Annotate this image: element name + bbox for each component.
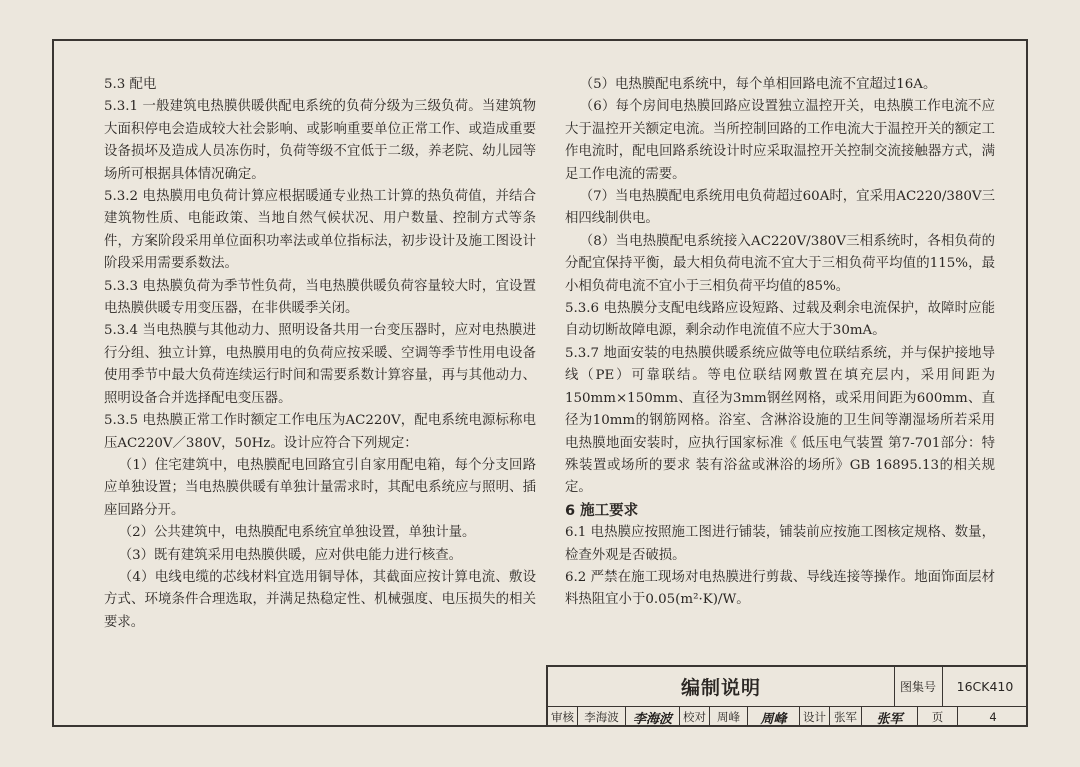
right-paragraph: （7）当电热膜配电系统用电负荷超过60A时，宜采用AC220/380V三相四线制供电。	[565, 189, 995, 227]
drawing-title: 编制说明	[548, 667, 895, 706]
design-name: 张军	[830, 707, 862, 727]
right-paragraph: 5.3.7 地面安装的电热膜供暖系统应做等电位联结系统，并与保护接地导线（PE）可靠联结。等电位联结网敷置在填充层内，采用间距为150mm×150mm、直径为3mm钢丝网格，或采用间距为600mm、直径为10mm的钢筋网格。浴室、含淋浴设施的卫生间等潮湿场所若采用电热膜地面安装时，应执行国家标准《 低压电气装置 第7-701部分：特殊装置或场所的要求 装有浴盆或淋浴的场所》GB 16895.13的相关规定。	[565, 345, 995, 496]
page-number: 4	[989, 710, 997, 724]
left-paragraph: （2）公共建筑中，电热膜配电系统宜单独设置，单独计量。	[118, 525, 476, 541]
design-label: 设计	[800, 707, 830, 727]
left-paragraph: （1）住宅建筑中，电热膜配电回路宜引自家用配电箱，每个分支回路应单独设置；当电热膜供暖有单独计量需求时，其配电系统应与照明、插座回路分开。	[104, 457, 536, 518]
check-signature: 周峰	[748, 707, 800, 727]
right-paragraph: 6.1 电热膜应按照施工图进行铺装，铺装前应按施工图核定规格、数量，检查外观是否破损。	[565, 525, 995, 563]
review-label: 审核	[548, 707, 578, 727]
right-paragraph: （8）当电热膜配电系统接入AC220V/380V三相系统时，各相负荷的分配宜保持平衡，最大相负荷电流不宜大于三相负荷平均值的115%，最小相负荷电流不宜小于三相负荷平均值的85%。	[565, 233, 995, 294]
left-paragraph: （3）既有建筑采用电热膜供暖，应对供电能力进行核查。	[118, 547, 463, 563]
review-signature: 李海波	[626, 707, 680, 727]
right-heading: 6 施工要求	[565, 502, 639, 519]
title-block-top-row	[548, 667, 1028, 707]
atlas-number-value: 16CK410	[956, 679, 1014, 694]
left-paragraph: （4）电线电缆的芯线材料宜选用铜导体，其截面应按计算电流、敷设方式、环境条件合理选取，并满足热稳定性、机械强度、电压损失的相关要求。	[104, 569, 536, 630]
left-paragraph: 5.3.1 一般建筑电热膜供暖供配电系统的负荷分级为三级负荷。当建筑物大面积停电会造成较大社会影响、或影响重要单位正常工作、或造成重要设备损坏及造成人员冻伤时，负荷等级不宜低于二级，养老院、幼儿园等场所可根据具体情况确定。	[104, 99, 536, 182]
left-column	[104, 74, 536, 634]
right-paragraph: （5）电热膜配电系统中，每个单相回路电流不宜超过16A。	[579, 77, 937, 92]
page-label: 页	[918, 707, 958, 727]
right-paragraph: 6.2 严禁在施工现场对电热膜进行剪裁、导线连接等操作。地面饰面层材料热阻宜小于0.05(m²·K)/W。	[565, 569, 995, 608]
left-paragraph: 5.3.2 电热膜用电负荷计算应根据暖通专业热工计算的热负荷值，并结合建筑物性质、电能政策、当地自然气候状况、用户数量、控制方式等条件，方案阶段采用单位面积功率法或单位指标法，初步设计及施工图设计阶段采用需要系数法。	[104, 189, 536, 272]
left-heading: 5.3 配电	[104, 77, 157, 92]
check-name: 周峰	[710, 707, 748, 727]
right-paragraph: （6）每个房间电热膜回路应设置独立温控开关，电热膜工作电流不应大于温控开关额定电流。当所控制回路的工作电流大于温控开关的额定工作电流时，配电回路系统设计时应采取温控开关控制交流接触器方式，满足工作电流的需要。	[565, 99, 995, 182]
right-paragraph: 5.3.6 电热膜分支配电线路应设短路、过载及剩余电流保护，故障时应能自动切断故障电源，剩余动作电流值不应大于30mA。	[565, 301, 995, 339]
check-label: 校对	[680, 707, 710, 727]
left-paragraph: 5.3.5 电热膜正常工作时额定工作电压为AC220V，配电系统电源标称电压AC220V／380V，50Hz。设计应符合下列规定：	[104, 413, 536, 451]
right-column	[565, 74, 995, 612]
title-block-signature-row	[548, 707, 1028, 727]
atlas-number-label: 图集号	[894, 667, 943, 706]
left-paragraph: 5.3.4 当电热膜与其他动力、照明设备共用一台变压器时，应对电热膜进行分组、独立计算，电热膜用电的负荷应按采暖、空调等季节性用电设备使用季节中最大负荷连续运行时间和需要系数计算容量，再与其他动力、照明设备合并选择配电变压器。	[104, 323, 536, 406]
left-paragraph: 5.3.3 电热膜负荷为季节性负荷，当电热膜供暖负荷容量较大时，宜设置电热膜供暖专用变压器，在非供暖季关闭。	[104, 278, 536, 317]
design-signature: 张军	[862, 707, 918, 727]
title-block	[546, 665, 1028, 727]
review-name: 李海波	[578, 707, 626, 727]
